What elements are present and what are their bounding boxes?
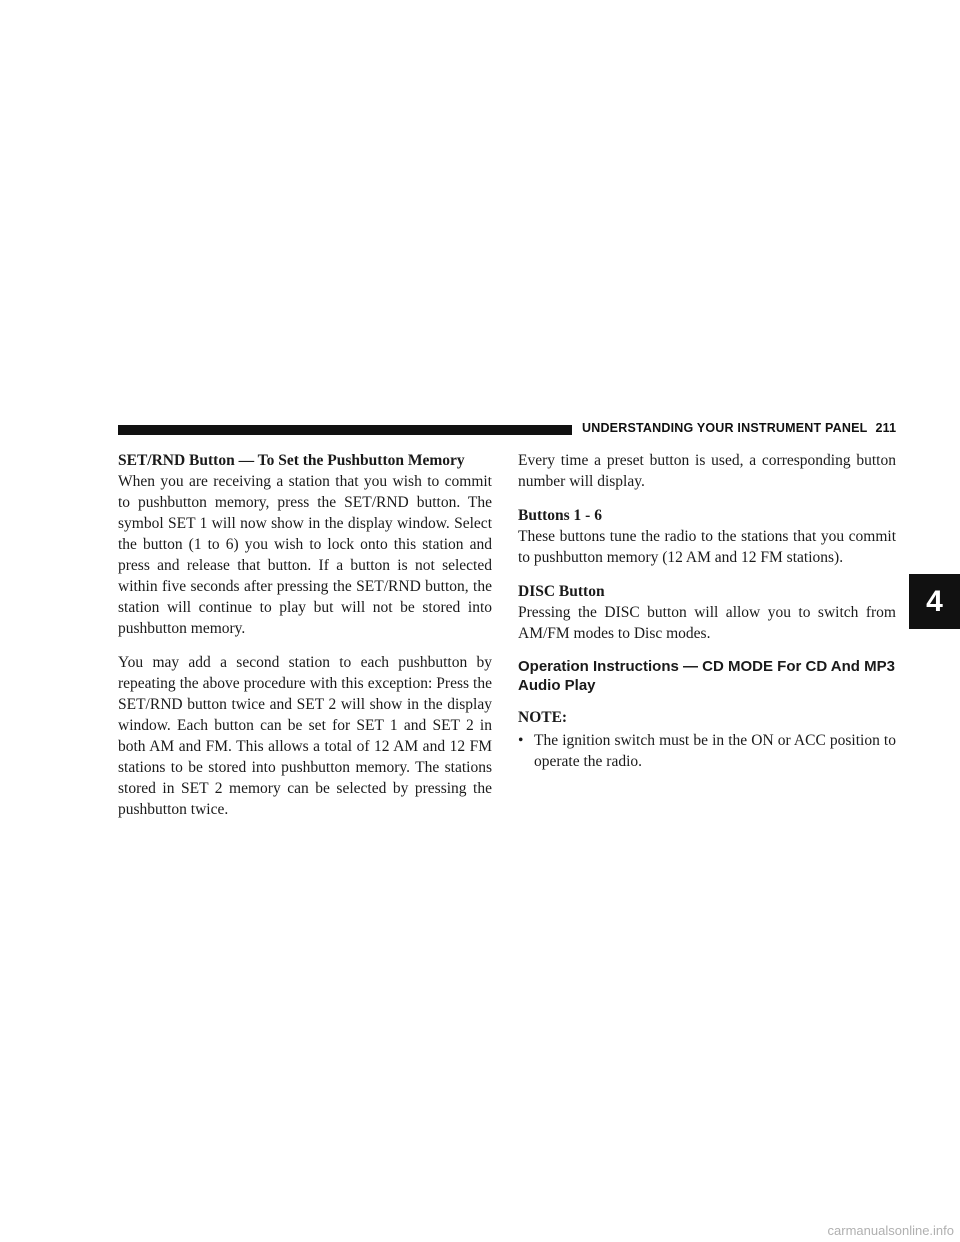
note-bullet-item: [518, 730, 896, 772]
buttons-paragraph: These buttons tune the radio to the stations that you commit to pushbutton memory (12 AM and 12 FM stations).: [518, 528, 896, 566]
watermark: carmanualsonline.info: [827, 1223, 954, 1238]
running-header: [582, 421, 896, 435]
buttons-heading: Buttons 1 - 6: [518, 507, 602, 524]
page-number: 211: [875, 421, 897, 435]
set-rnd-paragraph-2: You may add a second station to each pushbutton by repeating the above procedure with this exception: Press the SET/RND button twice and SET 2 will show in the display window. Each button can be set for SET 1 and SET 2 in both AM and FM. This allows a total of 12 AM and 12 FM stations to be stored into pushbutton memory. The stations stored in SET 2 memory can be selected by pressing the pushbutton twice.: [118, 654, 492, 818]
note-bullet-text: The ignition switch must be in the ON or ACC position to operate the radio.: [534, 732, 896, 770]
disc-paragraph: Pressing the DISC button will allow you to switch from AM/FM modes to Disc modes.: [518, 604, 896, 642]
cd-mode-section-heading: Operation Instructions — CD MODE For CD And MP3 Audio Play: [518, 658, 895, 694]
header-rule: [118, 425, 572, 435]
chapter-tab: 4: [909, 574, 960, 629]
bullet-dot: •: [518, 732, 524, 749]
note-label: NOTE:: [518, 709, 568, 726]
right-column: [518, 450, 896, 772]
set-rnd-heading: SET/RND Button — To Set the Pushbutton Memory: [118, 452, 465, 469]
set-rnd-paragraph-1: When you are receiving a station that you wish to commit to pushbutton memory, press the SET/RND button. The symbol SET 1 will now show in the display window. Select the button (1 to 6) you wish to lock onto this station and press and release that button. If a button is not selected within five seconds after pressing the SET/RND button, the station will continue to play but will not be stored into pushbutton memory.: [118, 473, 492, 637]
left-column: [118, 450, 492, 833]
header-title: UNDERSTANDING YOUR INSTRUMENT PANEL: [582, 421, 868, 435]
preset-intro-paragraph: Every time a preset button is used, a corresponding button number will display.: [518, 452, 896, 490]
disc-heading: DISC Button: [518, 583, 605, 600]
